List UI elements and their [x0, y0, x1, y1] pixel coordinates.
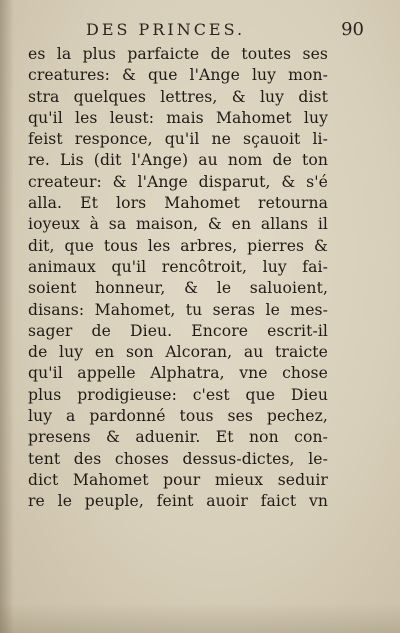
text-line: dict Mahomet pour mieux seduir — [28, 470, 328, 489]
body-text — [28, 44, 328, 513]
text-line: plus prodigieuse: c'est que Dieu — [28, 385, 328, 404]
text-line: tent des choses dessus-dictes, le- — [28, 449, 328, 468]
page-header — [60, 19, 364, 42]
text-line: feist responce, qu'il ne sçauoit li- — [28, 130, 328, 149]
page-number: 90 — [341, 19, 364, 40]
text-line: animaux qu'il rencôtroit, luy fai- — [28, 257, 328, 276]
page-bottom-shadow — [0, 603, 400, 633]
gutter-shadow — [0, 0, 14, 633]
text-line: re. Lis (dit l'Ange) au nom de ton — [28, 151, 328, 170]
text-line: stra quelques lettres, & luy dist — [28, 87, 328, 106]
text-line: alla. Et lors Mahomet retourna — [28, 194, 328, 213]
text-line: luy a pardonné tous ses pechez, — [28, 407, 328, 426]
text-line: qu'il les leust: mais Mahomet luy — [28, 108, 328, 127]
text-line: ioyeux à sa maison, & en allans il — [28, 215, 328, 234]
text-line: presens & aduenir. Et non con- — [28, 428, 328, 447]
running-title: DES PRINCES. — [86, 20, 246, 39]
text-line: qu'il appelle Alphatra, vne chose — [28, 364, 328, 383]
text-line: soient honneur, & le saluoient, — [28, 279, 328, 298]
text-line: sager de Dieu. Encore escrit-il — [28, 321, 328, 340]
text-line: createur: & l'Ange disparut, & s'é — [28, 172, 328, 191]
text-line: re le peuple, feint auoir faict vn — [28, 492, 328, 511]
text-line: es la plus parfaicte de toutes ses — [28, 45, 328, 63]
text-line: de luy en son Alcoran, au traicte — [28, 343, 328, 362]
text-line: creatures: & que l'Ange luy mon- — [28, 66, 328, 85]
text-line: dit, que tous les arbres, pierres & — [28, 236, 328, 255]
text-line: disans: Mahomet, tu seras le mes- — [28, 300, 328, 319]
